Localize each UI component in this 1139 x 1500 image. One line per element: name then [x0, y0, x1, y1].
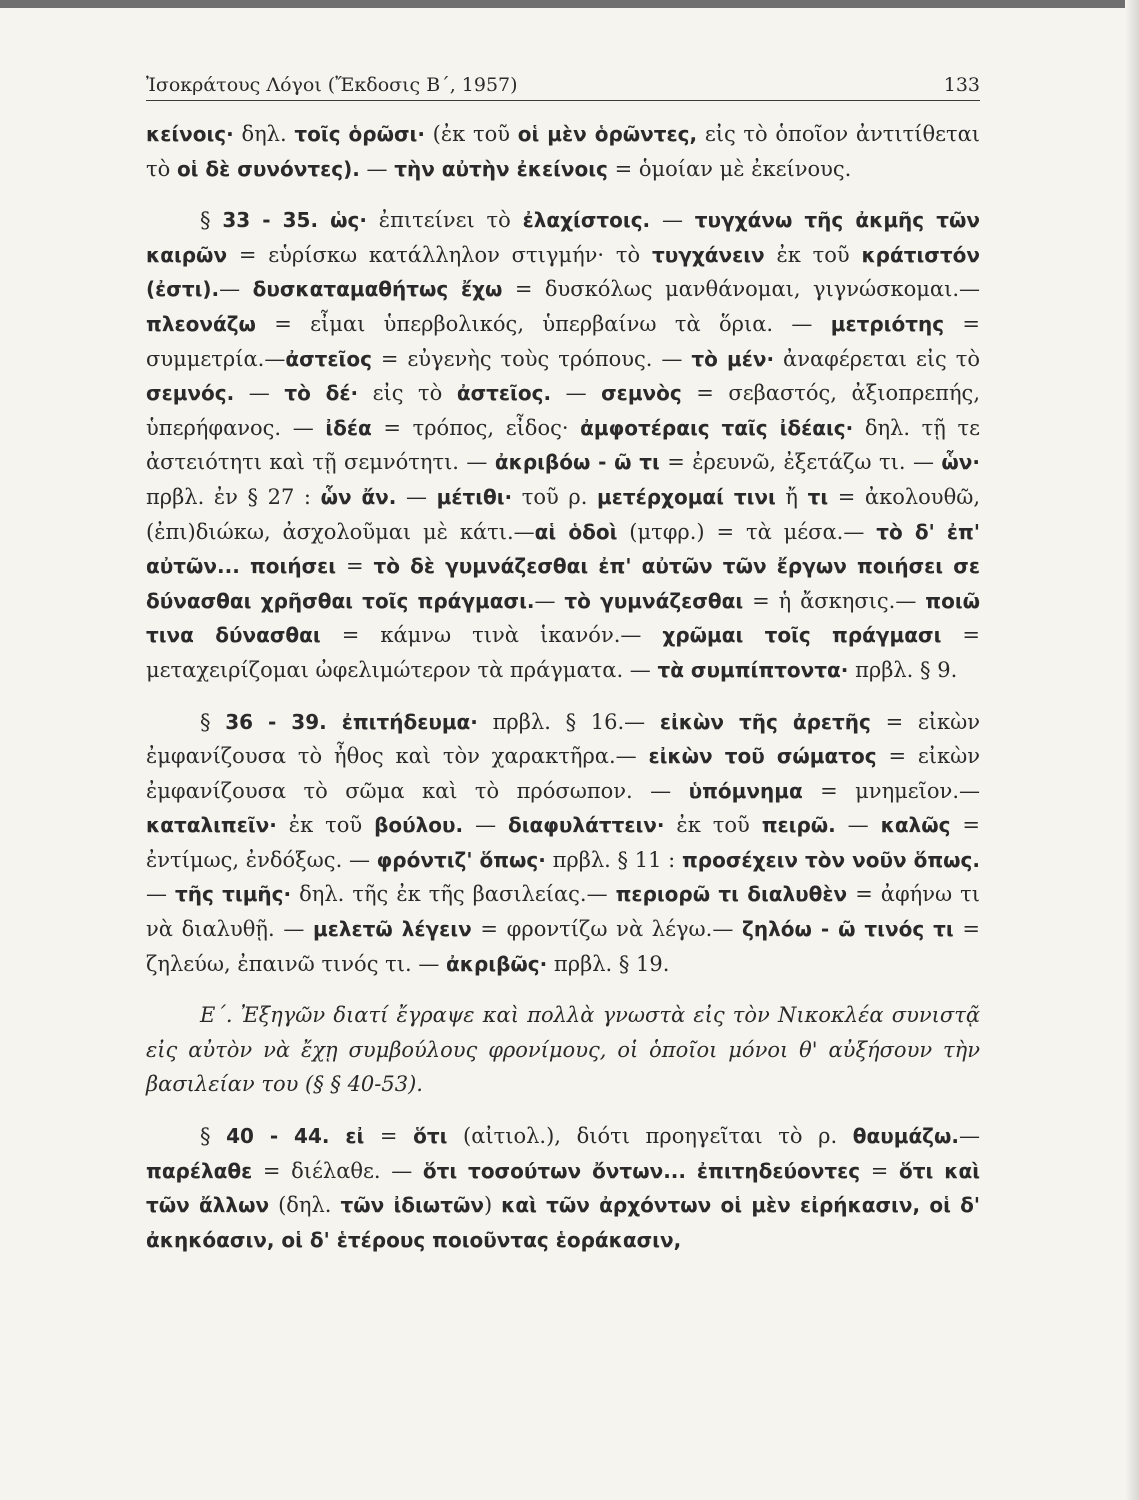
- gloss-text: = φροντίζω νὰ λέγω.—: [471, 917, 743, 942]
- bold-lemma: καταλιπεῖν·: [146, 813, 277, 838]
- bold-lemma: προσέχειν τὸν νοῦν ὅπως.: [681, 847, 980, 872]
- gloss-text: = δυσκόλως μανθάνομαι, γιγνώσκομαι.—: [502, 277, 981, 302]
- bold-lemma: τοῖς ὁρῶσι·: [294, 122, 425, 146]
- gloss-text: = ἀκολουθῶ, (ἐπι)διώκω, ἀσχολοῦμαι μὲ κάτι.—: [146, 484, 981, 544]
- bold-lemma: τυγχάνω τῆς ἀκμῆς τῶν καιρῶν: [146, 208, 980, 267]
- gloss-text: —: [396, 484, 437, 509]
- gloss-text: εἰς τὸ: [358, 381, 457, 406]
- bold-lemma: μέτιθι·: [436, 484, 513, 509]
- bold-lemma: τὴν αὐτὴν ἐκείνοις: [394, 156, 608, 181]
- paragraph-p1: [146, 117, 980, 186]
- bold-lemma: τυγχάνειν: [651, 242, 765, 267]
- gloss-text: —: [146, 882, 176, 907]
- gloss-text: = εὐγενὴς τοὺς τρόπους. —: [371, 346, 692, 371]
- bold-lemma: θαυμάζω.: [852, 1124, 959, 1149]
- gloss-text: (αἰτιολ.), διότι προηγεῖται τὸ ρ.: [447, 1124, 853, 1149]
- running-header: [146, 74, 980, 101]
- gloss-text: §: [200, 709, 226, 734]
- gloss-text: = ἡ ἄσκησις.—: [743, 588, 926, 613]
- bold-lemma: τὸ μέν·: [691, 346, 775, 371]
- running-title: Ἰσοκράτους Λόγοι (Ἔκδοσις Β΄, 1957): [146, 74, 518, 96]
- bold-lemma: κείνοις·: [146, 122, 234, 146]
- gloss-text: πρβλ. ἐν § 27 :: [146, 484, 321, 509]
- gloss-text: εἰς τὸ ὁποῖον ἀντιτίθεται τὸ: [146, 122, 981, 181]
- bold-lemma: μελετῶ λέγειν: [313, 917, 472, 942]
- bold-lemma: καλῶς: [880, 813, 951, 838]
- bold-lemma: μετριότης: [830, 311, 945, 336]
- gloss-text: = ὁμοίαν μὲ ἐκείνους.: [607, 156, 852, 181]
- bold-lemma: τὸ δέ·: [284, 381, 359, 406]
- bold-lemma: μετέρχομαί τινι: [596, 484, 776, 509]
- gloss-text: = ἀφήνω τι νὰ διαλυθῇ. —: [146, 882, 980, 942]
- gloss-text: =: [860, 1158, 900, 1183]
- paragraph-p2: [146, 203, 980, 687]
- bold-lemma: ὑπόμνημα: [688, 778, 803, 803]
- bold-lemma: οἱ δὲ συνόντες).: [176, 156, 360, 181]
- bold-lemma: ὅτι τοσούτων ὄντων... ἐπιτηδεύοντες: [422, 1158, 861, 1183]
- gloss-text: —: [219, 277, 253, 302]
- gloss-text: ἐκ τοῦ: [764, 242, 862, 267]
- bold-lemma: κράτιστόν (ἐστι).: [146, 242, 980, 302]
- scan-right-edge: [1125, 0, 1139, 1500]
- bold-lemma: πειρῶ.: [761, 813, 836, 838]
- gloss-text: = ἐντίμως, ἐνδόξως. —: [146, 813, 980, 872]
- bold-lemma: ἐλαχίστοις.: [522, 208, 651, 233]
- gloss-text: πρβλ. § 19.: [547, 951, 670, 976]
- gloss-text: —: [650, 208, 695, 233]
- gloss-text: τοῦ ρ.: [512, 484, 597, 509]
- gloss-text: ἐπιτείνει τὸ: [367, 208, 523, 233]
- bold-lemma: φρόντιζ' ὅπως·: [376, 847, 546, 872]
- gloss-text: —: [835, 813, 881, 838]
- gloss-text: πρβλ. § 9.: [848, 657, 958, 682]
- gloss-text: ): [483, 1193, 502, 1218]
- bold-lemma: τῶν ἰδιωτῶν: [340, 1193, 484, 1218]
- gloss-text: = σεβαστός, ἀξιοπρεπής, ὑπερήφανος. —: [146, 381, 980, 440]
- bold-lemma: αἱ ὁδοὶ: [534, 519, 618, 544]
- gloss-text: ἤ: [775, 484, 808, 509]
- bold-lemma: καὶ τῶν ἀρχόντων οἱ μὲν εἰρήκασιν, οἱ δ' ἀκηκόασιν, οἱ δ' ἑτέρους ποιοῦντας ἑοράκασιν,: [146, 1193, 980, 1252]
- gloss-text: = διέλαθε. —: [252, 1158, 423, 1183]
- gloss-text: δηλ. τῇ τε ἀστειότητι καὶ τῇ σεμνότητι. —: [146, 415, 980, 475]
- gloss-text: = εἰκὼν ἐμφανίζουσα τὸ ἦθος καὶ τὸν χαρακτῆρα.—: [146, 709, 980, 769]
- bold-lemma: ἀστεῖος.: [456, 381, 552, 406]
- bold-lemma: δυσκαταμαθήτως ἔχω: [252, 277, 503, 302]
- italic-summary: Ε΄. Ἐξηγῶν διατί ἔγραψε καὶ πολλὰ γνωστὰ εἰς τὸν Νικοκλέα συνιστᾷ εἰς αὐτὸν νὰ ἔχῃ συμβούλους φρονίμους, οἱ ὁποῖοι μόνοι θ' αὐξήσουν τὴν βασιλείαν του (§ § 40-53).: [146, 1003, 980, 1097]
- gloss-text: ἐκ τοῦ: [276, 813, 375, 838]
- bold-lemma: περιορῶ τι διαλυθὲν: [615, 882, 848, 907]
- bold-lemma: ἰδέα: [325, 415, 372, 440]
- bold-lemma: διαφυλάττειν·: [508, 813, 665, 838]
- paragraph-p4: [146, 998, 980, 1102]
- gloss-text: —: [359, 156, 395, 181]
- bold-lemma: οἱ μὲν ὁρῶντες,: [517, 122, 698, 146]
- bold-lemma: ἀκριβῶς·: [446, 951, 548, 976]
- gloss-text: πρβλ. § 11 :: [545, 847, 682, 872]
- gloss-text: (δηλ.: [269, 1193, 341, 1218]
- gloss-text: δηλ. τῆς ἐκ τῆς βασιλείας.—: [291, 882, 616, 907]
- page-number: 133: [943, 74, 980, 96]
- gloss-text: §: [200, 208, 223, 233]
- bold-lemma: 40 - 44. εἰ: [226, 1124, 365, 1149]
- page-body: [146, 117, 980, 1257]
- gloss-text: §: [200, 1124, 227, 1149]
- book-page: [146, 74, 980, 1257]
- bold-lemma: 33 - 35. ὡς·: [222, 208, 367, 233]
- bold-lemma: ὧν ἄν.: [320, 484, 397, 509]
- gloss-text: ἀναφέρεται εἰς τὸ: [774, 346, 981, 371]
- gloss-text: —: [463, 813, 508, 838]
- gloss-text: = ἐρευνῶ, ἐξετάζω τι. —: [659, 450, 942, 475]
- bold-lemma: πλεονάζω: [146, 311, 256, 336]
- gloss-text: —: [234, 381, 285, 406]
- gloss-text: =: [336, 554, 374, 579]
- paragraph-p3: [146, 705, 980, 982]
- gloss-text: = ζηλεύω, ἐπαινῶ τινός τι. —: [146, 917, 980, 976]
- bold-lemma: τὸ δ' ἐπ' αὐτῶν... ποιήσει: [146, 519, 980, 579]
- bold-lemma: βούλου.: [374, 813, 464, 838]
- gloss-text: (μτφρ.) = τὰ μέσα.—: [617, 519, 877, 544]
- gloss-text: = εὑρίσκω κατάλληλον στιγμήν· τὸ: [227, 242, 652, 267]
- bold-lemma: ὅτι καὶ τῶν ἄλλων: [146, 1158, 980, 1218]
- gloss-text: δηλ.: [233, 122, 295, 146]
- bold-lemma: ζηλόω - ῶ τινός τι: [742, 917, 954, 942]
- bold-lemma: τῆς τιμῆς·: [175, 882, 292, 907]
- gloss-text: = μνημεῖον.—: [802, 778, 980, 803]
- bold-lemma: ποιῶ τινα δύνασθαι: [146, 588, 981, 648]
- bold-lemma: παρέλαθε: [146, 1158, 253, 1183]
- bold-lemma: σεμνός.: [146, 381, 235, 406]
- bold-lemma: τὰ συμπίπτοντα·: [657, 657, 849, 682]
- bold-lemma: τὸ δὲ γυμνάζεσθαι ἐπ' αὐτῶν τῶν ἔργων ποιήσει σε δύνασθαι χρῆσθαι τοῖς πράγμασι.: [146, 554, 980, 613]
- gloss-text: —: [534, 588, 565, 613]
- bold-lemma: εἰκὼν τοῦ σώματος: [648, 744, 877, 769]
- paragraph-p5: [146, 1119, 980, 1257]
- gloss-text: =: [364, 1124, 414, 1149]
- gloss-text: = τρόπος, εἶδος·: [371, 415, 581, 440]
- gloss-text: = μεταχειρίζομαι ὠφελιμώτερον τὰ πράγματα. —: [146, 623, 980, 682]
- scan-top-edge: [0, 0, 1139, 8]
- bold-lemma: σεμνὸς: [601, 381, 682, 406]
- bold-lemma: τι: [807, 484, 829, 509]
- bold-lemma: ἀστεῖος: [285, 346, 372, 371]
- gloss-text: = κάμνω τινὰ ἱκανόν.—: [320, 623, 663, 648]
- bold-lemma: 36 - 39. ἐπιτήδευμα·: [225, 709, 478, 734]
- gloss-text: = εἶμαι ὑπερβολικός, ὑπερβαίνω τὰ ὅρια. —: [255, 311, 831, 336]
- gloss-text: (ἐκ τοῦ: [424, 122, 518, 146]
- gloss-text: = συμμετρία.—: [146, 311, 980, 371]
- gloss-text: ἐκ τοῦ: [664, 813, 762, 838]
- bold-lemma: εἰκὼν τῆς ἀρετῆς: [659, 709, 871, 734]
- bold-lemma: ἀκριβόω - ῶ τι: [494, 450, 660, 475]
- gloss-text: πρβλ. § 16.—: [477, 709, 660, 734]
- bold-lemma: ὧν·: [941, 450, 980, 475]
- bold-lemma: χρῶμαι τοῖς πράγμασι: [662, 623, 942, 648]
- gloss-text: —: [551, 381, 602, 406]
- bold-lemma: τὸ γυμνάζεσθαι: [564, 588, 744, 613]
- gloss-text: —: [958, 1124, 980, 1149]
- bold-lemma: ἀμφοτέραις ταῖς ἰδέαις·: [580, 415, 854, 440]
- bold-lemma: ὅτι: [413, 1124, 448, 1149]
- gloss-text: = εἰκὼν ἐμφανίζουσα τὸ σῶμα καὶ τὸ πρόσωπον. —: [146, 744, 980, 803]
